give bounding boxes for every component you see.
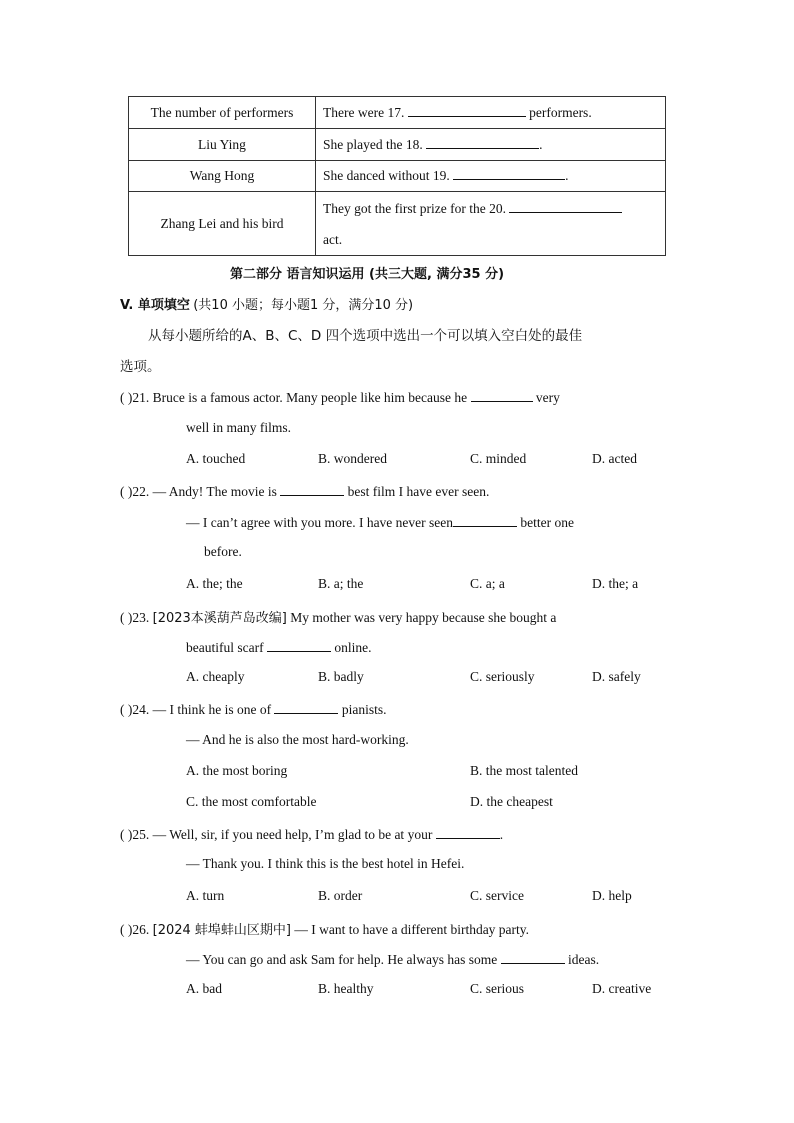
option-c[interactable]: C. a; a [470,576,505,591]
question-text: better one [517,515,574,530]
cell-text: . [565,168,569,183]
question-26 [120,919,529,938]
option-d[interactable]: D. safely [592,669,641,684]
option-a[interactable]: A. cheaply [186,669,245,684]
option-d[interactable]: D. help [592,888,632,903]
question-text: pianists. [338,702,387,717]
section-meta: (共10 小题；每小题1 分，满分10 分) [193,298,414,313]
answer-blank-19[interactable] [453,166,565,180]
option-c[interactable]: C. service [470,888,524,903]
question-text: . [499,827,504,842]
answer-blank-17[interactable] [408,103,526,117]
option-b[interactable]: B. badly [318,669,364,684]
table-cell [316,161,666,192]
table-cell [316,192,666,256]
answer-blank-18[interactable] [426,135,539,149]
question-text: Bruce is a famous actor. Many people like him because he [152,390,471,405]
option-d[interactable]: D. the; a [592,576,639,591]
question-text: — I want to have a different birthday party. [291,922,530,937]
question-text: beautiful scarf [186,640,267,655]
cell-text: . [539,136,543,152]
answer-blank [501,950,565,964]
question-21 [120,388,560,406]
option-c[interactable]: C. serious [470,981,524,996]
answer-blank [267,638,331,652]
option-d[interactable]: D. creative [592,981,652,996]
table-row [129,161,666,192]
option-a[interactable]: A. touched [186,451,246,466]
option-c[interactable]: C. seriously [470,669,535,684]
question-text: — Andy! The movie is [152,484,281,499]
table-label: Zhang Lei and his bird [129,192,316,256]
answer-paren[interactable]: ( )25. [120,827,150,842]
question-22 [120,482,489,500]
question-source: [2023本溪葫芦岛改编] [152,611,287,626]
question-text: My mother was very happy because she bought a [286,610,557,625]
cell-text: They got the first prize for the 20. [323,200,510,216]
instruction-line: 从每小题所给的A、B、C、D 四个选项中选出一个可以填入空白处的最佳 [148,328,583,344]
table-row [129,192,666,256]
question-text: — I think he is one of [152,702,275,717]
answer-blank [280,482,344,496]
table-cell [316,129,666,161]
option-a[interactable]: A. the most boring [186,763,288,778]
option-a[interactable]: A. bad [186,981,222,996]
option-a[interactable]: A. turn [186,888,225,903]
table-cell [316,97,666,129]
answer-paren[interactable]: ( )24. [120,702,150,717]
cell-text: performers. [525,104,592,120]
option-c[interactable]: C. the most comfortable [186,794,317,809]
performers-table [128,96,666,256]
cell-text: act. [323,231,343,247]
answer-blank [453,513,517,527]
section-title: V. 单项填空 [120,298,190,313]
answer-paren[interactable]: ( )26. [120,922,150,937]
question-text: online. [330,640,372,655]
cell-text: She played the 18. [323,136,427,152]
answer-blank-20[interactable] [509,199,622,213]
cell-text: There were 17. [323,104,408,120]
question-24 [120,700,387,718]
cell-text: She danced without 19. [323,168,454,183]
question-text: — You can go and ask Sam for help. He always has some [186,952,501,967]
question-25 [120,825,503,843]
question-23 [120,607,556,626]
instruction-line: 选项。 [120,359,161,375]
option-b[interactable]: B. the most talented [470,763,578,778]
table-label: Liu Ying [129,129,316,161]
option-b[interactable]: B. order [318,888,363,903]
table-row [129,97,666,129]
answer-paren[interactable]: ( )23. [120,610,150,625]
question-text: ideas. [564,952,600,967]
question-text: very [532,390,560,405]
option-b[interactable]: B. a; the [318,576,364,591]
question-text: before. [204,544,242,559]
option-d[interactable]: D. acted [592,451,637,466]
question-text: — I can’t agree with you more. I have never seen [186,515,454,530]
table-row [129,129,666,161]
question-text: — And he is also the most hard-working. [186,732,409,747]
question-text [186,950,599,968]
question-source: [2024 蚌埠蚌山区期中] [152,923,291,938]
part-two-title: 第二部分 语言知识运用 (共三大题, 满分35 分) [230,267,505,282]
answer-blank [471,388,533,402]
answer-paren[interactable]: ( )21. [120,390,150,405]
question-text: — Well, sir, if you need help, I’m glad to be at your [152,827,436,842]
table-label: Wang Hong [129,161,316,192]
question-text: best film I have ever seen. [344,484,490,499]
option-a[interactable]: A. the; the [186,576,243,591]
answer-paren[interactable]: ( )22. [120,484,150,499]
answer-blank [274,700,338,714]
question-text: well in many films. [186,420,291,435]
table-label: The number of performers [129,97,316,129]
answer-blank [436,825,500,839]
option-b[interactable]: B. healthy [318,981,374,996]
question-text [186,513,574,531]
section-header [120,294,413,313]
question-text [186,638,371,656]
option-c[interactable]: C. minded [470,451,527,466]
option-d[interactable]: D. the cheapest [470,794,553,809]
question-text: — Thank you. I think this is the best hotel in Hefei. [186,856,465,871]
option-b[interactable]: B. wondered [318,451,387,466]
